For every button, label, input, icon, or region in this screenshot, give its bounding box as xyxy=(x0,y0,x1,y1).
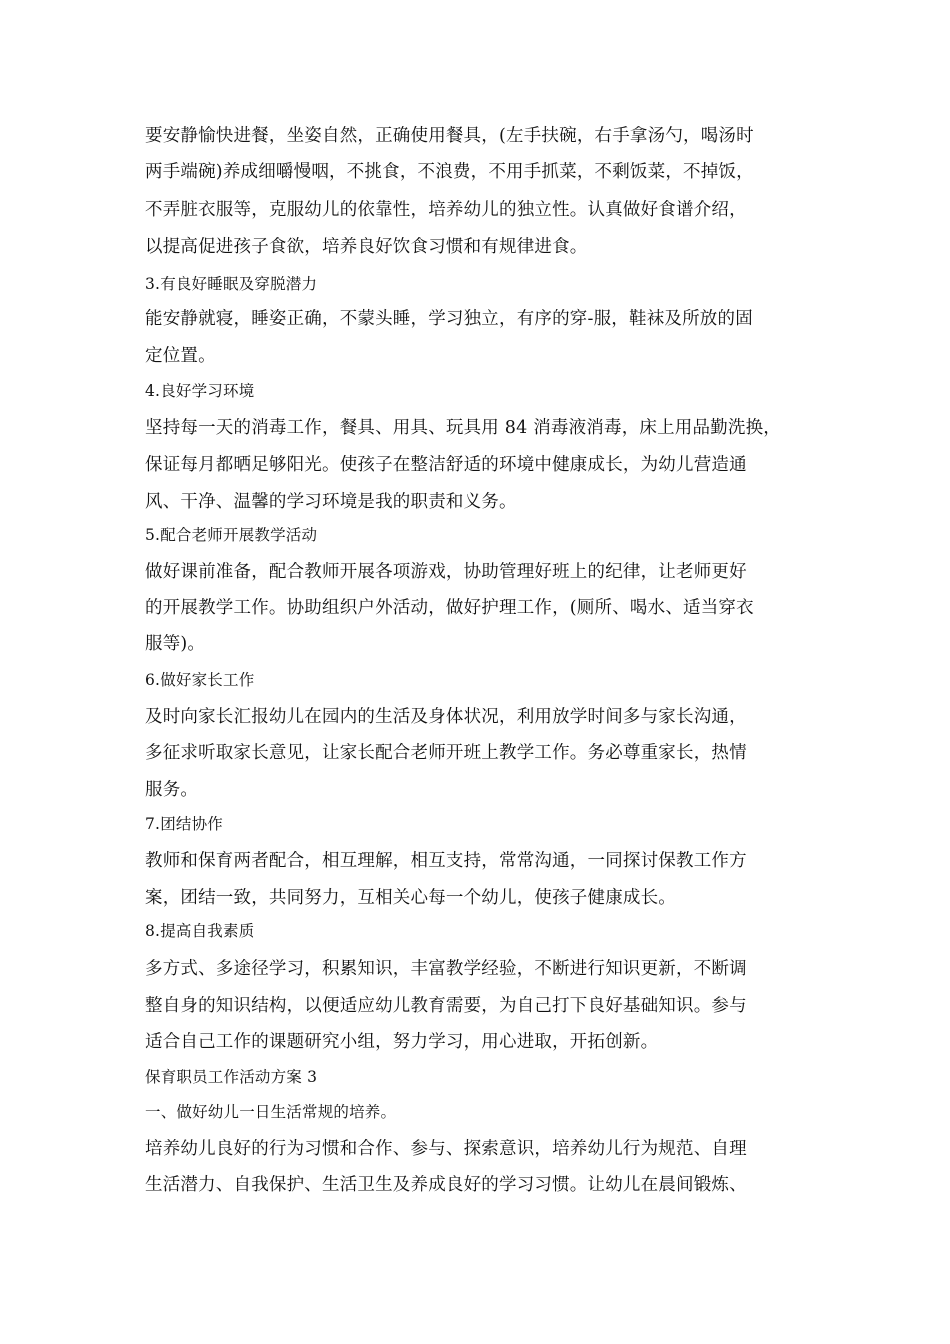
section-heading: 8.提高自我素质 xyxy=(145,922,255,940)
section-heading: 4.良好学习环境 xyxy=(145,382,255,400)
paragraph-line: 教师和保育两者配合，相互理解，相互支持，常常沟通，一同探讨保教工作方 xyxy=(145,851,747,871)
paragraph-line: 做好课前准备，配合教师开展各项游戏，协助管理好班上的纪律，让老师更好 xyxy=(145,562,747,582)
paragraph-line: 适合自己工作的课题研究小组，努力学习，用心进取，开拓创新。 xyxy=(145,1032,659,1052)
paragraph-line: 以提高促进孩子食欲，培养良好饮食习惯和有规律进食。 xyxy=(145,237,588,257)
paragraph-line: 的开展教学工作。协助组织户外活动，做好护理工作，(厕所、喝水、适当穿衣 xyxy=(145,598,754,618)
paragraph-line: 要安静愉快进餐，坐姿自然，正确使用餐具，(左手扶碗，右手拿汤勺，喝汤时 xyxy=(145,126,754,146)
section-heading: 保育职员工作活动方案 3 xyxy=(145,1068,318,1086)
paragraph-line: 服等)。 xyxy=(145,634,206,654)
paragraph-line: 定位置。 xyxy=(145,346,216,366)
paragraph-line: 多方式、多途径学习，积累知识，丰富教学经验，不断进行知识更新，不断调 xyxy=(145,959,747,979)
section-heading: 3.有良好睡眠及穿脱潜力 xyxy=(145,275,318,293)
paragraph-line: 案，团结一致，共同努力，互相关心每一个幼儿，使孩子健康成长。 xyxy=(145,888,676,908)
paragraph-line: 不弄脏衣服等，克服幼儿的依靠性，培养幼儿的独立性。认真做好食谱介绍， xyxy=(145,200,747,220)
paragraph-line: 培养幼儿良好的行为习惯和合作、参与、探索意识，培养幼儿行为规范、自理 xyxy=(145,1139,747,1159)
section-heading: 一、做好幼儿一日生活常规的培养。 xyxy=(145,1103,397,1121)
paragraph-line: 服务。 xyxy=(145,780,199,800)
paragraph-line: 两手端碗)养成细嚼慢咽，不挑食，不浪费，不用手抓菜，不剩饭菜，不掉饭， xyxy=(145,162,754,182)
paragraph-line: 能安静就寝，睡姿正确，不蒙头睡，学习独立，有序的穿-服，鞋袜及所放的固 xyxy=(145,309,753,329)
paragraph-line: 生活潜力、自我保护、生活卫生及养成良好的学习习惯。让幼儿在晨间锻炼、 xyxy=(145,1175,747,1195)
paragraph-line: 保证每月都晒足够阳光。使孩子在整洁舒适的环境中健康成长，为幼儿营造通 xyxy=(145,455,747,475)
paragraph-line: 风、干净、温馨的学习环境是我的职责和义务。 xyxy=(145,492,517,512)
paragraph-line: 及时向家长汇报幼儿在园内的生活及身体状况，利用放学时间多与家长沟通， xyxy=(145,707,747,727)
paragraph-line: 多征求听取家长意见，让家长配合老师开班上教学工作。务必尊重家长，热情 xyxy=(145,743,747,763)
paragraph-line: 整自身的知识结构，以便适应幼儿教育需要，为自己打下良好基础知识。参与 xyxy=(145,996,747,1016)
section-heading: 7.团结协作 xyxy=(145,815,223,833)
paragraph-line: 坚持每一天的消毒工作，餐具、用具、玩具用 84 消毒液消毒，床上用品勤洗换， xyxy=(145,418,781,438)
section-heading: 5.配合老师开展教学活动 xyxy=(145,526,318,544)
section-heading: 6.做好家长工作 xyxy=(145,671,255,689)
